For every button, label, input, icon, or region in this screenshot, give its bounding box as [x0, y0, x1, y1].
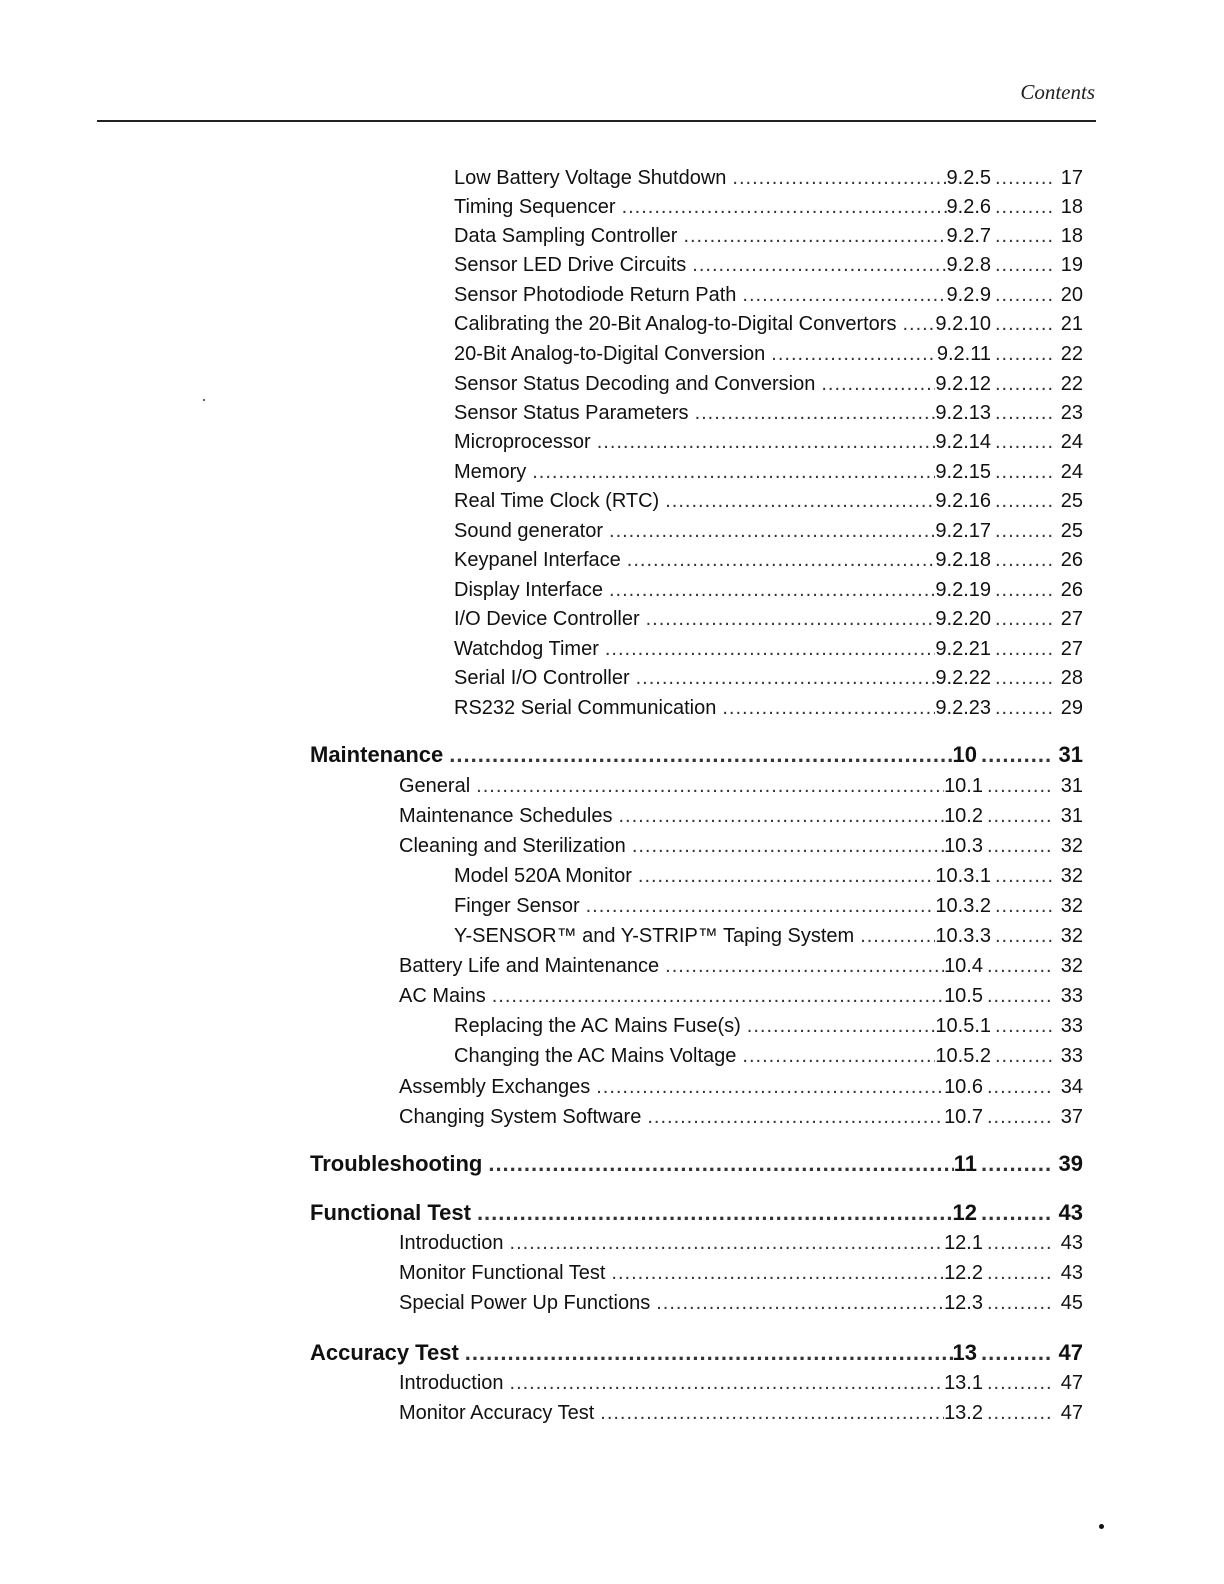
toc-entry-page-number: 43 — [1060, 1232, 1083, 1254]
dot-leader — [995, 697, 1053, 720]
dot-leader — [995, 284, 1053, 307]
toc-entry-section-number: 9.2.18 — [935, 549, 991, 571]
dot-leader — [995, 402, 1053, 425]
toc-entry-title: Replacing the AC Mains Fuse(s) — [454, 1015, 741, 1037]
dot-leader — [995, 1045, 1053, 1068]
toc-entry[interactable] — [454, 402, 1083, 430]
toc-entry[interactable] — [454, 697, 1083, 725]
dot-leader — [646, 608, 936, 631]
toc-entry[interactable] — [454, 461, 1083, 489]
toc-entry-section-number: 9.2.19 — [935, 579, 991, 601]
dot-leader — [902, 313, 935, 336]
dot-leader — [692, 254, 946, 277]
toc-entry-title: I/O Device Controller — [454, 608, 640, 630]
toc-entry-page-number: 19 — [1060, 254, 1083, 276]
toc-entry-page-number: 26 — [1060, 579, 1083, 601]
toc-entry-section-number: 10.6 — [944, 1076, 983, 1098]
dot-leader — [987, 955, 1053, 978]
toc-entry-page-number: 33 — [1060, 1015, 1083, 1037]
toc-entry-page-number: 17 — [1060, 167, 1083, 189]
dot-leader — [510, 1372, 945, 1395]
toc-entry-page-number: 47 — [1058, 1340, 1083, 1365]
toc-entry-section-number: 13 — [952, 1340, 977, 1365]
toc-entry-title: Battery Life and Maintenance — [399, 955, 660, 977]
toc-entry-page-number: 32 — [1060, 865, 1083, 887]
toc-entry-section-number: 9.2.9 — [946, 284, 991, 306]
toc-entry[interactable] — [454, 549, 1083, 577]
toc-entry[interactable] — [454, 343, 1083, 371]
dot-leader — [747, 1015, 936, 1038]
toc-entry-section-number: 9.2.13 — [935, 402, 991, 424]
dot-leader — [732, 167, 946, 190]
scan-dot — [1099, 1524, 1104, 1529]
toc-entry-title: Watchdog Timer — [454, 638, 599, 660]
dot-leader — [622, 196, 947, 219]
dot-leader — [742, 1045, 935, 1068]
toc-entry-section-number: 9.2.23 — [935, 697, 991, 719]
dot-leader — [981, 1200, 1053, 1226]
toc-entry-section-number: 10.3.1 — [935, 865, 991, 887]
dot-leader — [665, 490, 935, 513]
toc-entry-page-number: 24 — [1060, 461, 1083, 483]
dot-leader — [987, 1262, 1053, 1285]
toc-entry[interactable] — [454, 608, 1083, 636]
dot-leader — [995, 490, 1053, 513]
toc-entry-page-number: 32 — [1060, 895, 1083, 917]
toc-entry-page-number: 18 — [1060, 225, 1083, 247]
toc-entry-page-number: 25 — [1060, 520, 1083, 542]
toc-entry[interactable] — [399, 985, 1083, 1013]
toc-entry[interactable] — [399, 1292, 1083, 1320]
toc-entry-section-number: 10.7 — [944, 1106, 983, 1128]
toc-entry-section-number: 10.1 — [944, 775, 983, 797]
dot-leader — [647, 1106, 944, 1129]
toc-entry[interactable] — [399, 1402, 1083, 1430]
dot-leader — [981, 1340, 1053, 1366]
toc-entry-title: Monitor Functional Test — [399, 1262, 606, 1284]
toc-entry-title: Display Interface — [454, 579, 603, 601]
toc-entry-title: Data Sampling Controller — [454, 225, 678, 247]
dot-leader — [632, 835, 944, 858]
toc-entry-title: Maintenance — [310, 742, 444, 767]
dot-leader — [596, 1076, 944, 1099]
dot-leader — [995, 167, 1053, 190]
dot-leader — [492, 985, 944, 1008]
dot-leader — [636, 667, 936, 690]
toc-entry[interactable] — [454, 254, 1083, 282]
toc-entry[interactable] — [454, 1045, 1083, 1073]
toc-entry-title: Sensor Status Parameters — [454, 402, 689, 424]
toc-entry[interactable] — [310, 1340, 1083, 1368]
toc-entry[interactable] — [399, 805, 1083, 833]
toc-entry-page-number: 32 — [1060, 955, 1083, 977]
dot-leader — [987, 805, 1053, 828]
toc-entry-section-number: 9.2.16 — [935, 490, 991, 512]
toc-entry[interactable] — [454, 520, 1083, 548]
toc-entry-section-number: 10.5 — [944, 985, 983, 1007]
toc-entry-title: Maintenance Schedules — [399, 805, 613, 827]
toc-entry-title: Monitor Accuracy Test — [399, 1402, 595, 1424]
toc-entry-section-number: 9.2.22 — [935, 667, 991, 689]
toc-entry[interactable] — [454, 373, 1083, 401]
toc-entry[interactable] — [454, 925, 1083, 953]
toc-entry-section-number: 9.2.12 — [935, 373, 991, 395]
dot-leader — [600, 1402, 944, 1425]
dot-leader — [987, 1232, 1053, 1255]
dot-leader — [987, 775, 1053, 798]
toc-entry[interactable] — [454, 579, 1083, 607]
toc-entry[interactable] — [310, 742, 1083, 770]
header-rule — [97, 120, 1096, 122]
toc-entry-section-number: 10.5.1 — [935, 1015, 991, 1037]
toc-entry-page-number: 32 — [1060, 835, 1083, 857]
toc-entry-page-number: 47 — [1060, 1372, 1083, 1394]
dot-leader — [695, 402, 936, 425]
toc-entry[interactable] — [399, 1232, 1083, 1260]
toc-entry-page-number: 45 — [1060, 1292, 1083, 1314]
toc-entry[interactable] — [454, 865, 1083, 893]
dot-leader — [995, 667, 1053, 690]
dot-leader — [665, 955, 944, 978]
toc-entry-section-number: 9.2.7 — [946, 225, 991, 247]
toc-entry-page-number: 33 — [1060, 1045, 1083, 1067]
toc-entry-section-number: 11 — [953, 1151, 977, 1176]
dot-leader — [627, 549, 936, 572]
toc-entry-title: Sensor LED Drive Circuits — [454, 254, 687, 276]
dot-leader — [488, 1151, 953, 1177]
toc-entry-title: Low Battery Voltage Shutdown — [454, 167, 727, 189]
page-header-title: Contents — [1020, 80, 1095, 104]
toc-entry-section-number: 12 — [952, 1200, 977, 1225]
toc-entry-section-number: 12.1 — [944, 1232, 983, 1254]
dot-leader — [532, 461, 935, 484]
toc-entry-title: Serial I/O Controller — [454, 667, 630, 689]
dot-leader — [586, 895, 936, 918]
toc-entry-section-number: 12.2 — [944, 1262, 983, 1284]
toc-entry-title: Accuracy Test — [310, 1340, 459, 1365]
toc-entry-section-number: 9.2.10 — [935, 313, 991, 335]
toc-entry-title: Timing Sequencer — [454, 196, 616, 218]
toc-entry-section-number: 10.5.2 — [935, 1045, 991, 1067]
toc-entry-section-number: 9.2.17 — [935, 520, 991, 542]
toc-entry-section-number: 10.3.2 — [935, 895, 991, 917]
toc-entry-title: Memory — [454, 461, 527, 483]
toc-entry[interactable] — [454, 895, 1083, 923]
dot-leader — [995, 925, 1053, 948]
dot-leader — [995, 313, 1053, 336]
toc-entry-page-number: 27 — [1060, 638, 1083, 660]
toc-entry-page-number: 21 — [1060, 313, 1083, 335]
dot-leader — [995, 895, 1053, 918]
toc-entry-title: Real Time Clock (RTC) — [454, 490, 660, 512]
dot-leader — [605, 638, 936, 661]
dot-leader — [995, 549, 1053, 572]
dot-leader — [477, 1200, 953, 1226]
dot-leader — [742, 284, 946, 307]
toc-entry-page-number: 22 — [1060, 373, 1083, 395]
dot-leader — [510, 1232, 945, 1255]
dot-leader — [609, 520, 935, 543]
dot-leader — [995, 373, 1053, 396]
dot-leader — [995, 520, 1053, 543]
dot-leader — [987, 985, 1053, 1008]
dot-leader — [476, 775, 944, 798]
toc-entry-title: Microprocessor — [454, 431, 591, 453]
toc-entry-page-number: 37 — [1060, 1106, 1083, 1128]
toc-entry[interactable] — [454, 1015, 1083, 1043]
toc-entry-section-number: 9.2.14 — [935, 431, 991, 453]
toc-entry-page-number: 26 — [1060, 549, 1083, 571]
toc-entry-page-number: 27 — [1060, 608, 1083, 630]
dot-leader — [995, 579, 1053, 602]
toc-entry-title: Sensor Photodiode Return Path — [454, 284, 737, 306]
toc-entry[interactable] — [454, 490, 1083, 518]
toc-entry[interactable] — [454, 284, 1083, 312]
toc-entry-section-number: 9.2.21 — [935, 638, 991, 660]
dot-leader — [995, 225, 1053, 248]
toc-entry[interactable] — [399, 1372, 1083, 1400]
toc-entry-title: Assembly Exchanges — [399, 1076, 591, 1098]
toc-entry-page-number: 34 — [1060, 1076, 1083, 1098]
dot-leader — [987, 1402, 1053, 1425]
toc-entry-section-number: 10.4 — [944, 955, 983, 977]
toc-entry-title: Model 520A Monitor — [454, 865, 632, 887]
toc-entry-page-number: 22 — [1060, 343, 1083, 365]
toc-entry[interactable] — [310, 1200, 1083, 1228]
toc-entry-page-number: 31 — [1060, 805, 1083, 827]
toc-entry-page-number: 39 — [1058, 1151, 1083, 1176]
toc-entry[interactable] — [399, 775, 1083, 803]
dot-leader — [987, 835, 1053, 858]
toc-entry[interactable] — [454, 196, 1083, 224]
toc-entry-page-number: 31 — [1060, 775, 1083, 797]
toc-entry-title: General — [399, 775, 471, 797]
toc-entry-section-number: 13.1 — [944, 1372, 983, 1394]
dot-leader — [683, 225, 946, 248]
toc-entry[interactable] — [454, 225, 1083, 253]
toc-entry-title: Troubleshooting — [310, 1151, 483, 1176]
toc-entry-section-number: 10 — [952, 742, 977, 767]
toc-entry[interactable] — [310, 1151, 1083, 1179]
toc-entry-section-number: 10.3 — [944, 835, 983, 857]
toc-entry-page-number: 29 — [1060, 697, 1083, 719]
toc-entry-title: Keypanel Interface — [454, 549, 621, 571]
toc-entry[interactable] — [399, 835, 1083, 863]
dot-leader — [987, 1076, 1053, 1099]
toc-entry-title: AC Mains — [399, 985, 486, 1007]
dot-leader — [995, 431, 1053, 454]
toc-entry-section-number: 9.2.15 — [935, 461, 991, 483]
toc-entry-section-number: 10.2 — [944, 805, 983, 827]
toc-entry-title: Changing System Software — [399, 1106, 642, 1128]
toc-entry-page-number: 33 — [1060, 985, 1083, 1007]
dot-leader — [981, 742, 1053, 768]
toc-entry-title: Changing the AC Mains Voltage — [454, 1045, 737, 1067]
dot-leader — [995, 638, 1053, 661]
toc-entry-page-number: 31 — [1058, 742, 1083, 767]
toc-entry[interactable] — [399, 1106, 1083, 1134]
toc-entry-title: 20-Bit Analog-to-Digital Conversion — [454, 343, 766, 365]
toc-entry[interactable] — [454, 431, 1083, 459]
toc-entry-title: Cleaning and Sterilization — [399, 835, 626, 857]
dot-leader — [995, 608, 1053, 631]
dot-leader — [995, 1015, 1053, 1038]
dot-leader — [981, 1151, 1053, 1177]
dot-leader — [821, 373, 935, 396]
toc-entry[interactable] — [399, 1076, 1083, 1104]
toc-entry-section-number: 13.2 — [944, 1402, 983, 1424]
toc-entry-page-number: 47 — [1060, 1402, 1083, 1424]
toc-entry-title: Sensor Status Decoding and Conversion — [454, 373, 816, 395]
toc-entry[interactable] — [399, 955, 1083, 983]
toc-entry-page-number: 18 — [1060, 196, 1083, 218]
dot-leader — [987, 1106, 1053, 1129]
toc-entry-section-number: 10.3.3 — [935, 925, 991, 947]
toc-entry-section-number: 9.2.6 — [946, 196, 991, 218]
dot-leader — [860, 925, 935, 948]
toc-entry-title: Special Power Up Functions — [399, 1292, 651, 1314]
toc-entry-title: RS232 Serial Communication — [454, 697, 717, 719]
toc-entry[interactable] — [454, 167, 1083, 195]
dot-leader — [722, 697, 935, 720]
toc-entry-section-number: 9.2.11 — [936, 343, 991, 365]
toc-entry-title: Introduction — [399, 1232, 504, 1254]
toc-entry-section-number: 9.2.20 — [935, 608, 991, 630]
toc-entry[interactable] — [454, 638, 1083, 666]
toc-entry-page-number: 25 — [1060, 490, 1083, 512]
dot-leader — [995, 343, 1053, 366]
dot-leader — [449, 742, 952, 768]
toc-entry-title: Sound generator — [454, 520, 604, 542]
toc-entry-page-number: 20 — [1060, 284, 1083, 306]
dot-leader — [995, 461, 1053, 484]
dot-leader — [987, 1292, 1053, 1315]
toc-entry-page-number: 43 — [1060, 1262, 1083, 1284]
dot-leader — [656, 1292, 944, 1315]
toc-entry[interactable] — [399, 1262, 1083, 1290]
dot-leader — [618, 805, 944, 828]
dot-leader — [771, 343, 937, 366]
dot-leader — [465, 1340, 953, 1366]
dot-leader — [987, 1372, 1053, 1395]
dot-leader — [609, 579, 935, 602]
toc-entry[interactable] — [454, 667, 1083, 695]
dot-leader — [638, 865, 936, 888]
toc-entry-page-number: 24 — [1060, 431, 1083, 453]
toc-entry-page-number: 23 — [1060, 402, 1083, 424]
toc-entry-page-number: 28 — [1060, 667, 1083, 689]
dot-leader — [995, 254, 1053, 277]
dot-leader — [995, 865, 1053, 888]
toc-entry-section-number: 12.3 — [944, 1292, 983, 1314]
toc-entry-section-number: 9.2.5 — [946, 167, 991, 189]
toc-entry[interactable] — [454, 313, 1083, 341]
dot-leader — [611, 1262, 944, 1285]
toc-entry-title: Finger Sensor — [454, 895, 580, 917]
toc-entry-section-number: 9.2.8 — [946, 254, 991, 276]
toc-entry-title: Functional Test — [310, 1200, 471, 1225]
toc-entry-title: Introduction — [399, 1372, 504, 1394]
toc-entry-title: Calibrating the 20-Bit Analog-to-Digital Convertors — [454, 313, 897, 335]
toc-entry-page-number: 43 — [1058, 1200, 1083, 1225]
dot-leader — [597, 431, 936, 454]
scan-speck — [203, 399, 205, 401]
toc-entry-title: Y-SENSOR™ and Y-STRIP™ Taping System — [454, 925, 855, 947]
dot-leader — [995, 196, 1053, 219]
toc-entry-page-number: 32 — [1060, 925, 1083, 947]
